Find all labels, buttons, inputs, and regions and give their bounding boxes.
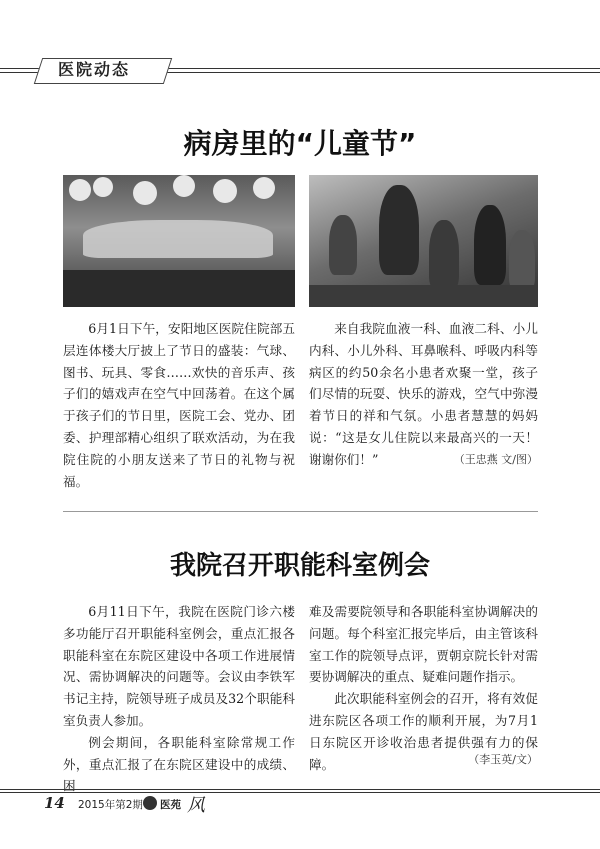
article1-byline: （王忠燕 文/图）: [453, 453, 538, 466]
article2-column-left: [63, 601, 295, 797]
stage-banner: [83, 220, 273, 258]
article2-column-right: [309, 601, 538, 775]
article2-right-paragraph-1: 难及需要院领导和各职能科室协调解决的问题。每个科室汇报完毕后，由主管该科室工作的院领导点评，贾朝京院长针对需要协调解决的重点、疑难问题作指示。: [309, 604, 538, 685]
article1-paragraph-right: 来自我院血液一科、血液二科、小儿内科、小儿外科、耳鼻喉科、呼吸内科等病区的约50余名小患者欢聚一堂，孩子们尽情的玩耍、快乐的游戏，空气中弥漫着节日的祥和气氛。小患者慧慧的妈妈说：“这是女儿住院以来最高兴的一天！谢谢你们！”: [309, 321, 538, 467]
article2-byline: （李玉英/文）: [468, 753, 538, 766]
article2-title: 我院召开职能科室例会: [169, 551, 430, 581]
footer-rule: [0, 789, 600, 790]
article-divider: [63, 511, 538, 512]
article2-right-paragraph-2: 此次职能科室例会的召开，将有效促进东院区各项工作的顺利开展，为7月1日东院区开诊收治患者提供强有力的保障。: [309, 691, 538, 772]
magazine-name-tail: 风: [187, 795, 205, 816]
article2-left-paragraph-1: 6月11日下午，我院在医院门诊六楼多功能厅召开职能科室例会，重点汇报各职能科室在东院区建设中各项工作进展情况、需协调解决的问题等。会议由李铁军书记主持，院领导班子成员及32个职能科室负责人参加。: [63, 604, 295, 728]
photo-children-party: [309, 175, 538, 307]
article1-paragraph-left: 6月1日下午，安阳地区医院住院部五层连体楼大厅披上了节日的盛装：气球、图书、玩具、零食……欢快的音乐声、孩子们的嬉戏声在空气中回荡着。在这个属于孩子们的节日里，医院工会、党办、团委、护理部精心组织了联欢活动，为在我院住院的小朋友送来了节日的礼物与祝福。: [63, 321, 295, 489]
magazine-name: 医苑: [160, 799, 181, 811]
article1-title: 病房里的“儿童节”: [183, 127, 417, 160]
footer-rule-secondary: [0, 792, 600, 793]
issue-label: 2015年第2期: [78, 799, 143, 811]
article2-left-paragraph-2: 例会期间，各职能科室除常规工作外，重点汇报了在东院区建设中的成绩、困: [63, 734, 295, 794]
magazine-logo-icon: [143, 796, 157, 810]
page-number: 14: [44, 794, 65, 812]
photo-stage-banner: [63, 175, 295, 307]
section-label: 医院动态: [58, 60, 131, 79]
